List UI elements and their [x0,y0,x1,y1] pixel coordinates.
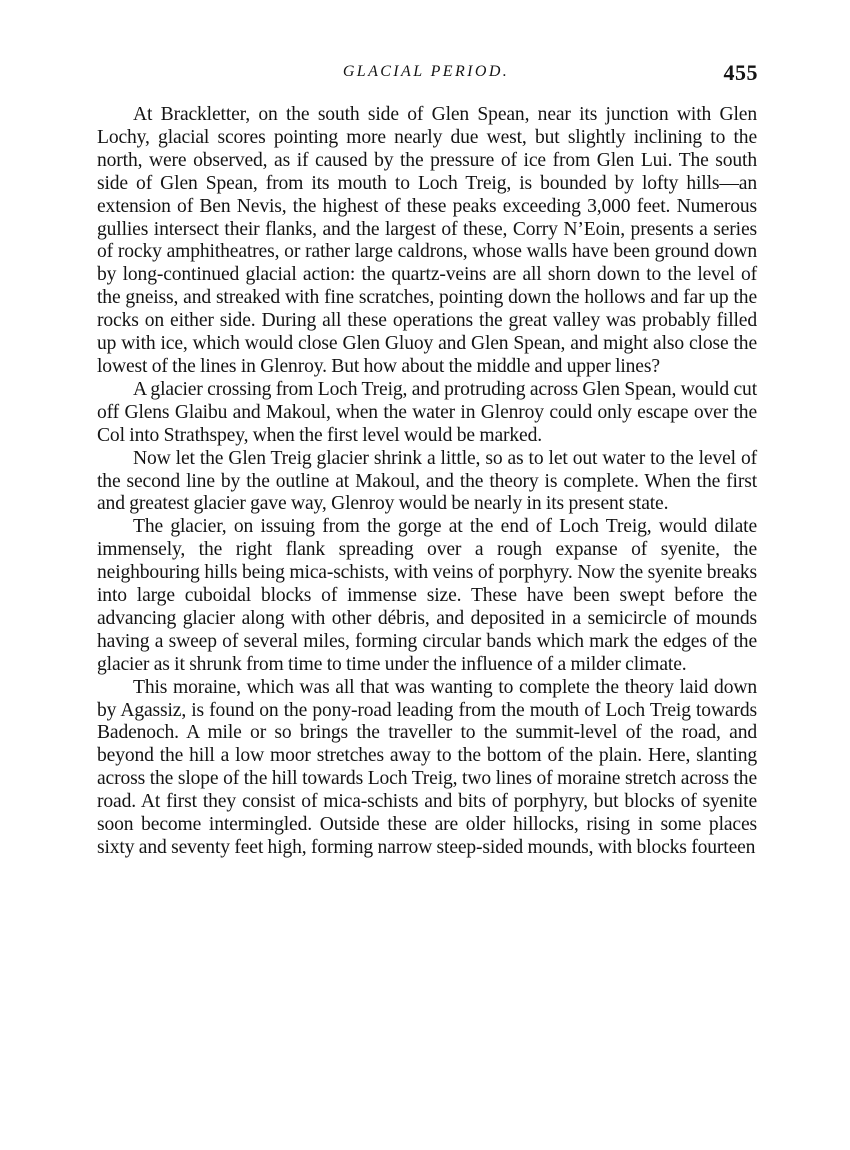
page-number: 455 [723,60,758,85]
body-text [97,104,757,860]
paragraph-brackletter: At Brackletter, on the south side of Glen Spean, near its junction with Glen Lochy, glacial scores pointing more nearly due west, but slightly inclining to the north, were observed, as if caused by the pressure of ice from Glen Lui. The south side of Glen Spean, from its mouth to Loch Treig, is bounded by lofty hills—an extension of Ben Nevis, the highest of these peaks exceeding 3,000 feet. Numerous gullies intersect their flanks, and the largest of these, Corry N’Eoin, presents a series of rocky amphitheatres, or rather large caldrons, whose walls have been ground down by long-continued glacial action: the quartz-veins are all shorn down to the level of the gneiss, and streaked with fine scratches, pointing down the hollows and far up the rocks on either side. During all these operations the great valley was probably filled up with ice, which would close Glen Gluoy and Glen Spean, and might also close the lowest of the lines in Glenroy. But how about the middle and upper lines? [97,104,757,377]
paragraph-glacier-issuing: The glacier, on issuing from the gorge at the end of Loch Treig, would dilate immensely, the right flank spreading over a rough expanse of syenite, the neighbouring hills being mica-schists, with veins of porphyry. Now the syenite breaks into large cuboidal blocks of immense size. These have been swept before the advancing glacier along with other débris, and deposited in a semicircle of mounds having a sweep of several miles, forming circular bands which mark the edges of the glacier as it shrunk from time to time under the influence of a milder climate. [97,516,757,675]
paragraph-moraine: This moraine, which was all that was wanting to complete the theory laid down by Agassiz, is found on the pony-road leading from the mouth of Loch Treig towards Badenoch. A mile or so brings the traveller to the summit-level of the road, and beyond the hill a low moor stretches away to the bottom of the plain. Here, slanting across the slope of the hill towards Loch Treig, two lines of moraine stretch across the road. At first they consist of mica-schists and bits of porphyry, but blocks of syenite soon become intermingled. Outside these are older hillocks, rising in some places sixty and seventy feet high, forming narrow steep-sided mounds, with blocks fourteen [97,676,757,858]
paragraph-glen-treig-shrink: Now let the Glen Treig glacier shrink a little, so as to let out water to the level of the second line by the outline at Makoul, and the theory is complete. When the first and greatest glacier gave way, Glenroy would be nearly in its present state. [97,447,757,515]
running-head [96,60,756,90]
running-title: GLACIAL PERIOD. [342,63,510,80]
paragraph-glacier-crossing: A glacier crossing from Loch Treig, and protruding across Glen Spean, would cut off Glens Glaibu and Makoul, when the water in Glenroy could only escape over the Col into Strathspey, when the first level would be marked. [97,378,757,446]
